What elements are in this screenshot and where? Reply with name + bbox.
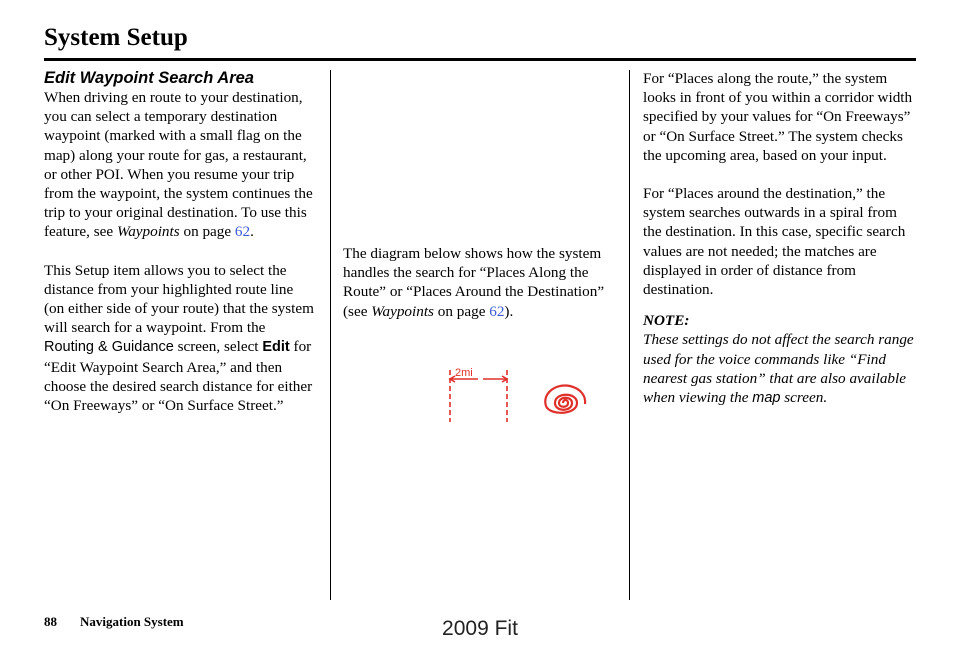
destination-spiral xyxy=(545,386,585,413)
column-divider-2 xyxy=(629,70,630,600)
setup-text-c: for “Edit Waypoint Search Area,” and then choose the desired search distance for either “On Freeways” or “On Surface Street.” xyxy=(44,338,313,415)
map-label: map xyxy=(752,390,781,407)
waypoints-ref: Waypoints xyxy=(116,223,180,241)
diagram-text-a: The diagram below shows how the system handles the search for “Places Along the Route” or “Places Around the Destination” (see xyxy=(343,245,605,320)
along-route-paragraph: For “Places along the route,” the system looks in front of you within a corridor width specified by your values for “On Freeways” or “On Surface Street.” The system checks the upcoming area, based on your input. xyxy=(643,70,913,164)
on-page-text: on page xyxy=(433,302,490,320)
setup-text-b: screen, select xyxy=(173,338,263,356)
intro-paragraph xyxy=(44,88,316,242)
watermark: 2009 Fit xyxy=(442,617,518,640)
waypoints-ref: Waypoints xyxy=(371,302,434,320)
note-label: NOTE: xyxy=(643,312,690,330)
setup-text-a: This Setup item allows you to select the distance from your highlighted route line (on either side of your route) that the system will search for a waypoint. From the xyxy=(44,261,314,337)
intro-text: When driving en route to your destination, you can select a temporary destination waypoint (marked with a small flag on the map) along your route for gas, a restaurant, or other POI. When you resume your trip from the waypoint, the system continues the trip to your original destination. To use this feature, see xyxy=(44,89,313,241)
note-paragraph xyxy=(643,330,918,408)
diagram-paragraph xyxy=(343,244,618,321)
period: . xyxy=(250,223,254,241)
distance-label: 2mi xyxy=(455,367,473,379)
column-right xyxy=(643,69,918,408)
note-text-b: screen. xyxy=(780,389,828,407)
section-heading: Edit Waypoint Search Area xyxy=(44,69,254,87)
column-middle xyxy=(343,244,618,321)
page-title: System Setup xyxy=(44,24,188,51)
column-left xyxy=(44,68,316,415)
column-divider-1 xyxy=(330,70,331,600)
routing-guidance-label: Routing & Guidance xyxy=(44,339,174,356)
note-text-a: These settings do not affect the search range used for the voice commands like “Find nearest gas station” that are also available when viewing the xyxy=(643,331,914,407)
page-number: 88 xyxy=(44,614,57,629)
on-page-text: on page xyxy=(179,223,235,241)
footer-label: Navigation System xyxy=(80,614,184,629)
edit-label: Edit xyxy=(262,339,290,356)
page-link[interactable]: 62 xyxy=(489,302,505,320)
closing-text: ). xyxy=(504,302,514,320)
search-diagram xyxy=(430,362,600,428)
around-destination-paragraph: For “Places around the destination,” the system searches outwards in a spiral from the destination. In this case, specific search values are not needed; the matches are displayed in order of distance from destination. xyxy=(643,185,906,299)
page-link[interactable]: 62 xyxy=(234,223,251,241)
setup-paragraph xyxy=(44,261,316,416)
header-rule xyxy=(44,58,916,61)
